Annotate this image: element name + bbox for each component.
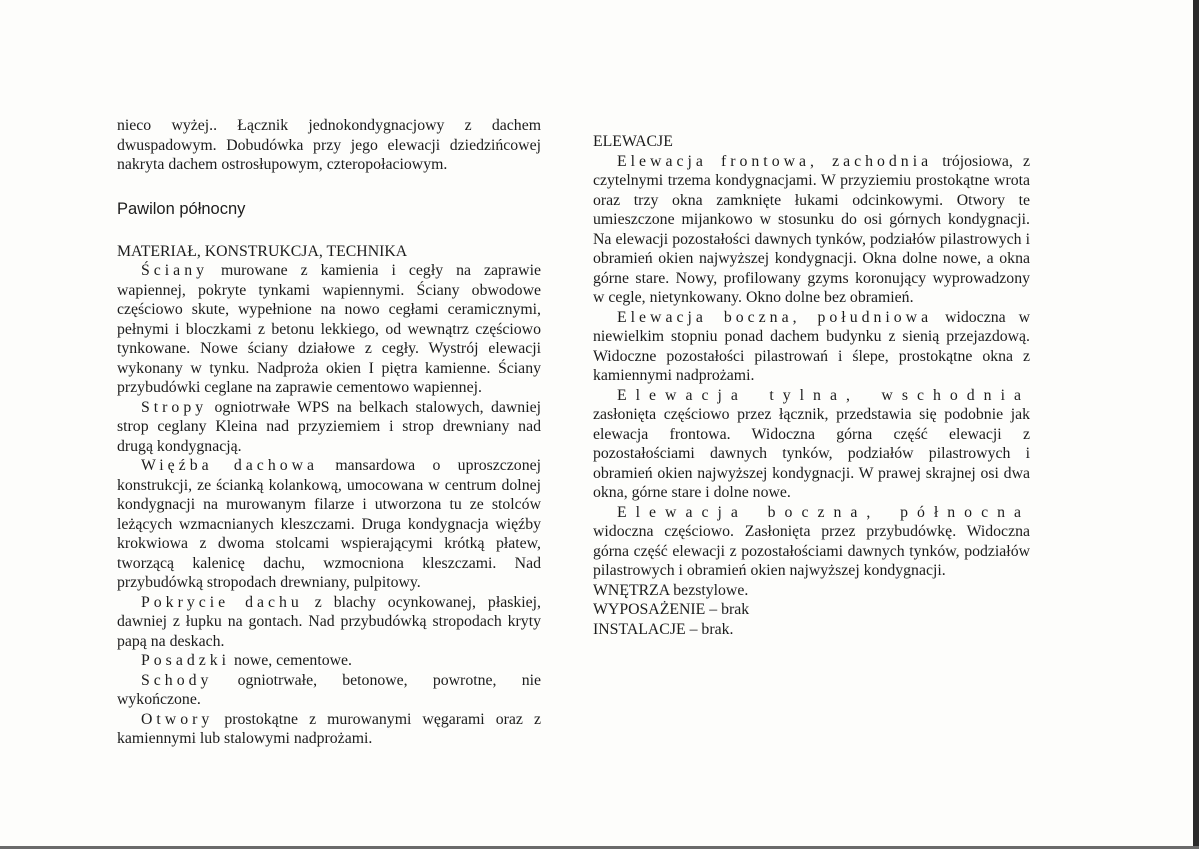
equipment-line: WYPOSAŻENIE – brak <box>593 601 750 618</box>
walls-text: murowane z kamienia i cegły na zaprawie wapiennej, pokryte tynkami wapiennymi. Ściany obwodowe częściowo skute, wypełnione na nowo cegłami ceramicznymi, pełnymi i bloczkami z betonu lekkiego, od wewnątrz częściowo tynkowane. Nowe ściany działowe z cegły. Wystrój elewacji wykonany w tynku. Nadproża okien I piętra kamienne. Ściany przybudówki ceglane na zaprawie cementowo wapiennej. <box>117 262 541 396</box>
interiors-line: WNĘTRZA bezstylowe. <box>593 581 749 599</box>
front-elevation-text: trójosiowa, z czytelnymi trzema kondygnacjami. W przyziemiu prostokątne wrota oraz trzy okna zamknięte łukami odcinkowymi. Otwory te umieszczone mijankowo w stosunku do osi górnych kondygnacji. Na elewacji pozostałości dawnych tynków, podziałów pilastrowych i obramień okien najwyższej kondygnacji. Okna dolne nowe, a okna górne stare. Nowy, profilowany gzyms koronujący wyprowadzony w cegle, nietynkowany. Okno dolne bez obramień. <box>593 152 1030 306</box>
rear-elevation-paragraph <box>593 386 1030 503</box>
section-title: Pawilon północny <box>117 199 246 218</box>
roof-truss-lead: Więźba dachowa <box>141 457 319 474</box>
left-column <box>117 116 541 749</box>
roofing-lead: Pokrycie dachu <box>141 593 303 611</box>
rear-elevation-text: zasłonięta częściowo przez łącznik, przedstawia się podobnie jak elewacja frontowa. Widoczna górna część elewacji z pozostałościami dawnych tynków, podziałów pilastrowych i obramień okien najwyższej kondygnacji. W prawej skrajnej osi dwa okna, górne stare i dolne nowe. <box>593 406 1030 501</box>
scan-edge-right <box>1193 0 1199 849</box>
floors-text: nowe, cementowe. <box>230 652 352 669</box>
materials-heading: MATERIAŁ, KONSTRUKCJA, TECHNIKA <box>117 242 408 260</box>
front-elevation-paragraph <box>593 152 1030 308</box>
north-elevation-paragraph <box>593 503 1030 581</box>
installations-line: INSTALACJE – brak. <box>593 620 734 638</box>
ceilings-text: ogniotrwałe WPS na belkach stalowych, dawniej strop ceglany Kleina nad przyziemiem i strop drewniany nad drugą kondygnacją. <box>117 398 541 455</box>
floors-lead: Posadzki <box>141 652 231 669</box>
openings-lead: Otwory <box>141 710 214 728</box>
walls-paragraph <box>117 261 541 398</box>
south-elevation-text: widoczna w niewielkim stopniu ponad dachem budynku z sienią przejazdową. Widoczne pozostałości pilastrowań i ślepe, prostokątne okna z kamiennymi nadprożami. <box>593 308 1030 384</box>
roof-truss-paragraph <box>117 456 541 593</box>
ceilings-paragraph <box>117 398 541 457</box>
intro-paragraph: nieco wyżej.. Łącznik jednokondygnacjowy z dachem dwuspadowym. Dobudówka przy jego elewacji dziedzińcowej nakryta dachem ostrosłupowym, czteropołaciowym. <box>117 117 541 173</box>
floors-paragraph <box>117 651 541 671</box>
elevations-heading: ELEWACJE <box>593 133 673 150</box>
right-column <box>593 132 1030 639</box>
north-elevation-lead: Elewacja boczna, północna <box>617 503 1030 521</box>
roof-truss-text: mansardowa o uproszczonej konstrukcji, ze ścianką kolankową, umocowana w centrum dolnej kondygnacji na murowanym filarze i utworzona tu ze stolców leżących wzmacnianych kleszczami. Druga kondygnacja więźby krokwiowa z dwoma stolcami wspierającymi krótką płatew, tworzącą kalenicę dachu, wzmocniona kleszczami. Nad przybudówką stropodach drewniany, pulpitowy. <box>117 457 542 591</box>
south-elevation-paragraph <box>593 308 1030 386</box>
stairs-lead: Schody <box>141 671 213 689</box>
stairs-text: ogniotrwałe, betonowe, powrotne, nie wykończone. <box>117 671 541 708</box>
roofing-text: z blachy ocynkowanej, płaskiej, dawniej z łupku na gontach. Nad przybudówką stropodach kryty papą na deskach. <box>117 593 541 650</box>
ceilings-lead: Stropy <box>141 398 208 416</box>
stairs-paragraph <box>117 671 541 710</box>
south-elevation-lead: Elewacja boczna, południowa <box>617 308 933 326</box>
north-elevation-text: widoczna częściowo. Zasłonięta przez przybudówkę. Widoczna górna część elewacji z pozostałościami dawnych tynków, podziałów pilastrowych i obramień okien najwyższej kondygnacji. <box>593 523 1030 579</box>
roofing-paragraph <box>117 593 541 652</box>
front-elevation-lead: Elewacja frontowa, zachodnia <box>617 152 933 170</box>
openings-text: prostokątne z murowanymi węgarami oraz z kamiennymi lub stalowymi nadprożami. <box>117 710 541 747</box>
openings-paragraph <box>117 710 541 749</box>
walls-lead: Ściany <box>141 262 208 279</box>
rear-elevation-lead: Elewacja tylna, wschodnia <box>617 386 1030 404</box>
